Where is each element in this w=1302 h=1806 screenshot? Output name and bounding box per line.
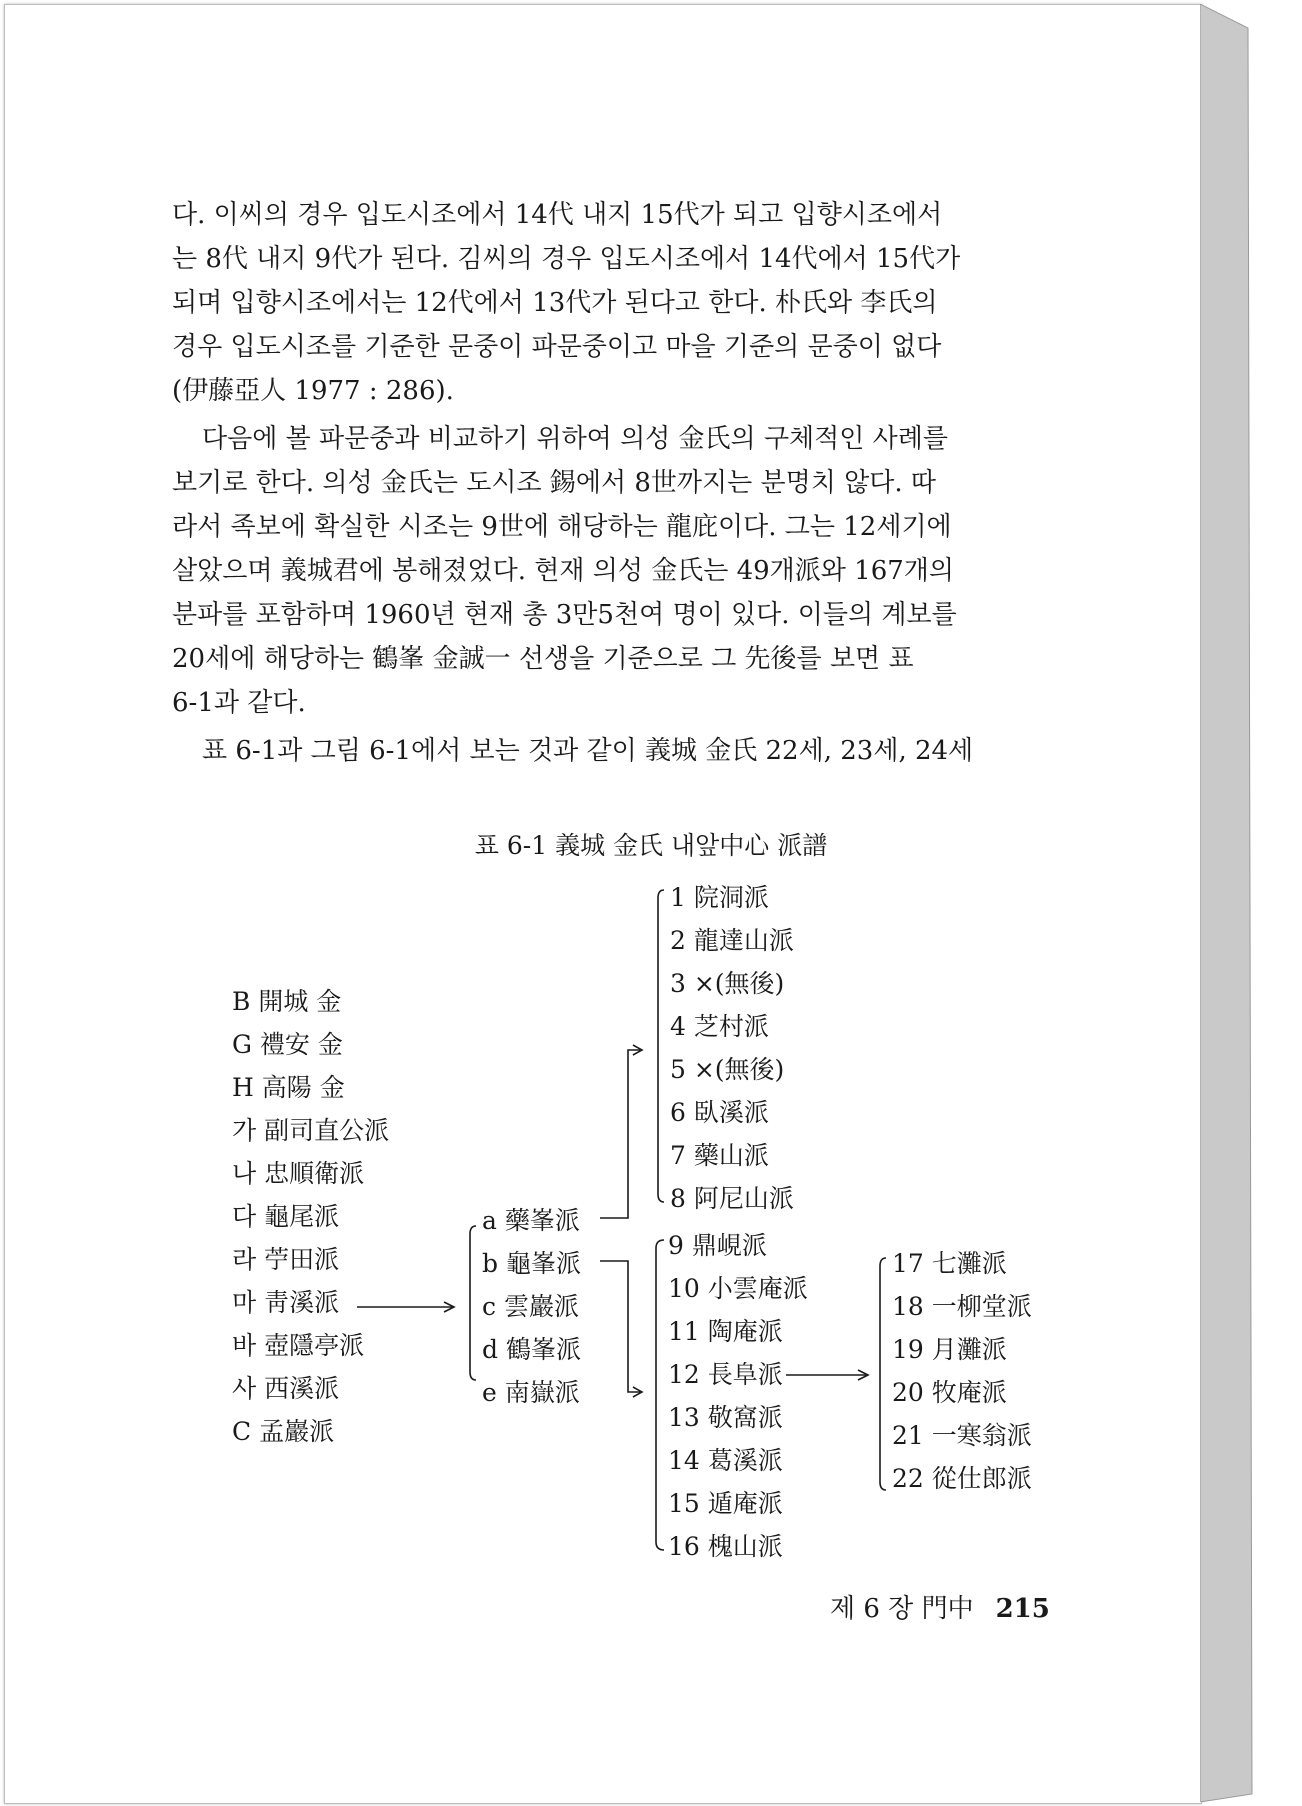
- lineage-item: 2 龍達山派: [670, 926, 794, 955]
- lineage-item: 15 遁庵派: [668, 1489, 783, 1518]
- body-line: 경우 입도시조를 기준한 문중이 파문중이고 마을 기준의 문중이 없다: [172, 332, 942, 362]
- body-line: 살았으며 義城君에 봉해졌었다. 현재 의성 金氏는 49개派와 167개의: [172, 556, 955, 586]
- lineage-item: 14 葛溪派: [668, 1446, 783, 1475]
- lineage-item: 라 苧田派: [232, 1245, 340, 1274]
- body-line: 보기로 한다. 의성 金氏는 도시조 錫에서 8世까지는 분명치 않다. 따: [172, 468, 937, 498]
- brace: [880, 1258, 886, 1490]
- lineage-item: 7 藥山派: [670, 1141, 769, 1170]
- lineage-item: 1 院洞派: [670, 883, 769, 912]
- lineage-item: 다 龜尾派: [232, 1202, 340, 1231]
- lineage-item: 9 鼎峴派: [668, 1231, 767, 1260]
- connector: [600, 1050, 640, 1218]
- connector: [600, 1261, 640, 1392]
- lineage-item: 18 一柳堂派: [892, 1292, 1032, 1321]
- lineage-item: 19 月灘派: [892, 1335, 1007, 1364]
- lineage-item: B 開城 金: [232, 987, 342, 1016]
- lineage-item: 13 敬窩派: [668, 1403, 783, 1432]
- lineage-item: d 鶴峯派: [482, 1335, 581, 1364]
- lineage-item: 3 ×(無後): [670, 969, 785, 998]
- body-line: 6-1과 같다.: [172, 688, 306, 718]
- lineage-item: 8 阿尼山派: [670, 1184, 794, 1213]
- lineage-item: 6 臥溪派: [670, 1098, 769, 1127]
- body-line: 20세에 해당하는 鶴峯 金誠一 선생을 기준으로 그 先後를 보면 표: [172, 644, 914, 674]
- lineage-item: b 龜峯派: [482, 1249, 581, 1278]
- lineage-item: 16 槐山派: [668, 1532, 783, 1561]
- body-line: 라서 족보에 확실한 시조는 9世에 해당하는 龍庇이다. 그는 12세기에: [172, 512, 952, 542]
- lineage-item: 22 從仕郎派: [892, 1464, 1032, 1493]
- lineage-item: 17 七灘派: [892, 1249, 1007, 1278]
- lineage-item: 마 靑溪派: [232, 1288, 340, 1317]
- lineage-item: a 藥峯派: [482, 1206, 580, 1235]
- brace: [470, 1226, 476, 1380]
- lineage-item: 10 小雲庵派: [668, 1274, 808, 1303]
- lineage-item: e 南嶽派: [482, 1378, 580, 1407]
- lineage-item: c 雲巖派: [482, 1292, 579, 1321]
- chapter-label: 제 6 장 門中: [830, 1594, 974, 1624]
- body-line: 다. 이씨의 경우 입도시조에서 14代 내지 15代가 되고 입향시조에서: [172, 200, 943, 230]
- brace: [658, 890, 664, 1202]
- brace: [656, 1240, 664, 1550]
- lineage-item: G 禮安 金: [232, 1030, 343, 1059]
- body-line: 분파를 포함하며 1960년 현재 총 3만5천여 명이 있다. 이들의 계보를: [172, 600, 957, 630]
- body-line: 다음에 볼 파문중과 비교하기 위하여 의성 金氏의 구체적인 사례를: [202, 424, 949, 454]
- lineage-item: 11 陶庵派: [668, 1317, 783, 1346]
- lineage-item: 21 一寒翁派: [892, 1421, 1032, 1450]
- lineage-item: 12 長阜派: [668, 1360, 783, 1389]
- body-line: 표 6-1과 그림 6-1에서 보는 것과 같이 義城 金氏 22세, 23세, 24세: [202, 736, 974, 766]
- lineage-item: 5 ×(無後): [670, 1055, 785, 1084]
- lineage-item: 바 壺隱亭派: [232, 1331, 365, 1360]
- lineage-item: 20 牧庵派: [892, 1378, 1007, 1407]
- lineage-item: H 高陽 金: [232, 1073, 345, 1102]
- lineage-item: C 孟巖派: [232, 1417, 335, 1446]
- body-line: 는 8代 내지 9代가 된다. 김씨의 경우 입도시조에서 14代에서 15代가: [172, 244, 961, 274]
- lineage-item: 사 西溪派: [232, 1374, 340, 1403]
- body-line: 되며 입향시조에서는 12代에서 13代가 된다고 한다. 朴氏와 李氏의: [172, 288, 938, 318]
- lineage-item: 4 芝村派: [670, 1012, 769, 1041]
- table-title: 표 6-1 義城 金氏 내앞中心 派譜: [474, 831, 828, 860]
- lineage-item: 나 忠順衛派: [232, 1159, 365, 1188]
- body-line: (伊藤亞人 1977 : 286).: [172, 376, 454, 406]
- lineage-item: 가 副司直公派: [232, 1116, 390, 1145]
- page-footer: [830, 1588, 1050, 1625]
- page-number: 215: [995, 1594, 1050, 1624]
